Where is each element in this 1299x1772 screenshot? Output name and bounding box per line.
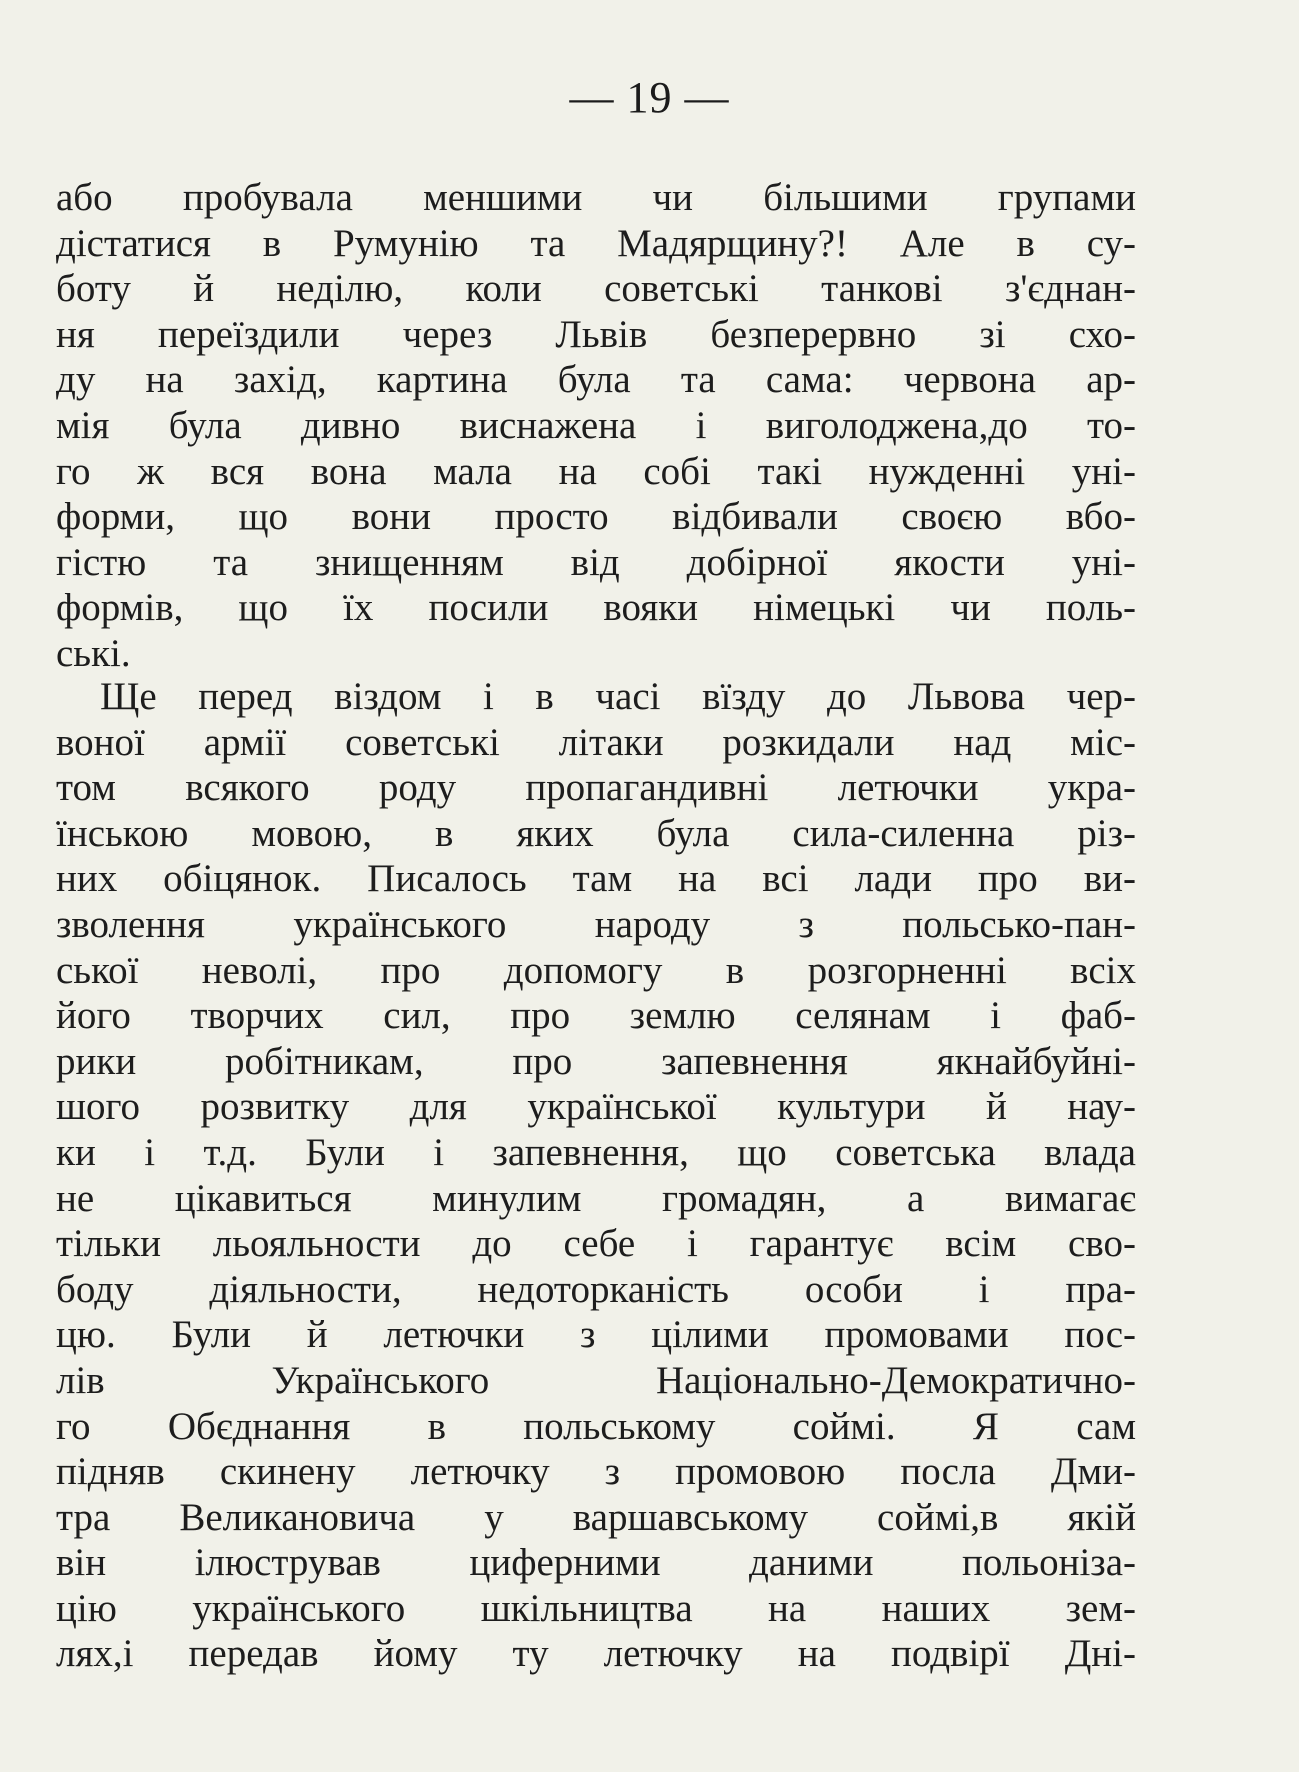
paragraph-1 — [56, 175, 1136, 677]
paragraph-2 — [56, 674, 1136, 1677]
text-line: го Обєднання в польському соймі. Я сам — [56, 1404, 1136, 1448]
text-line: лів Українського Національно-Демократично- — [56, 1358, 1136, 1402]
text-line: лях,і передав йому ту летючку на подвірї Дні- — [56, 1632, 1136, 1676]
text-line: зволення українського народу з польсько-пан- — [56, 902, 1136, 946]
text-line: його творчих сил, про землю селянам і фаб- — [56, 994, 1136, 1038]
text-line: їнською мовою, в яких була сила-силенна різ- — [56, 811, 1136, 855]
text-line: формів, що їх посили вояки німецькі чи поль- — [56, 586, 1136, 630]
text-line: або пробувала меншими чи більшими групами — [56, 176, 1136, 219]
text-line: ської неволі, про допомогу в розгорненні всіх — [56, 948, 1136, 992]
text-line: форми, що вони просто відбивали своєю вбо- — [56, 495, 1136, 539]
text-line: тільки льояльности до себе і гарантує всім сво- — [56, 1222, 1136, 1266]
text-line: ські. — [56, 631, 131, 675]
text-line: гістю та знищенням від добірної якости уні- — [56, 540, 1136, 584]
text-line: він ілюстрував циферними даними польоніза- — [56, 1541, 1136, 1585]
text-line: боду діяльности, недоторканість особи і пра- — [56, 1267, 1136, 1311]
text-line: том всякого роду пропагандивні летючки укра- — [56, 766, 1136, 810]
text-line: мія була дивно виснажена і виголоджена,до то- — [56, 403, 1136, 447]
text-line: цію українського шкільництва на наших зем- — [56, 1586, 1136, 1630]
text-line: Ще перед віздом і в часі вїзду до Львова чер- — [100, 675, 1136, 718]
text-line: підняв скинену летючку з промовою посла Дми- — [56, 1450, 1136, 1494]
text-line: рики робітникам, про запевнення якнайбуйні- — [56, 1039, 1136, 1083]
text-line: ду на захід, картина була та сама: червона ар- — [56, 358, 1136, 402]
text-line: дістатися в Румунію та Мадярщину?! Але в су- — [56, 221, 1136, 265]
text-line: ки і т.д. Були і запевнення, що советська влада — [56, 1130, 1136, 1174]
text-line: воної армії советські літаки розкидали над міс- — [56, 720, 1136, 764]
text-line: не цікавиться минулим громадян, а вимагає — [56, 1176, 1136, 1220]
text-line: го ж вся вона мала на собі такі нужденні уні- — [56, 449, 1136, 493]
text-line: тра Великановича у варшавському соймі,в якій — [56, 1495, 1136, 1539]
text-line: них обіцянок. Писалось там на всі лади про ви- — [56, 857, 1136, 901]
text-line: цю. Були й летючки з цілими промовами пос- — [56, 1313, 1136, 1357]
text-line: боту й неділю, коли советські танкові з'єднан- — [56, 267, 1136, 311]
page-number: — 19 — — [569, 73, 730, 122]
text-line: ня переїздили через Львів безперервно зі схо- — [56, 312, 1136, 356]
text-line: шого розвитку для української культури й нау- — [56, 1085, 1136, 1129]
